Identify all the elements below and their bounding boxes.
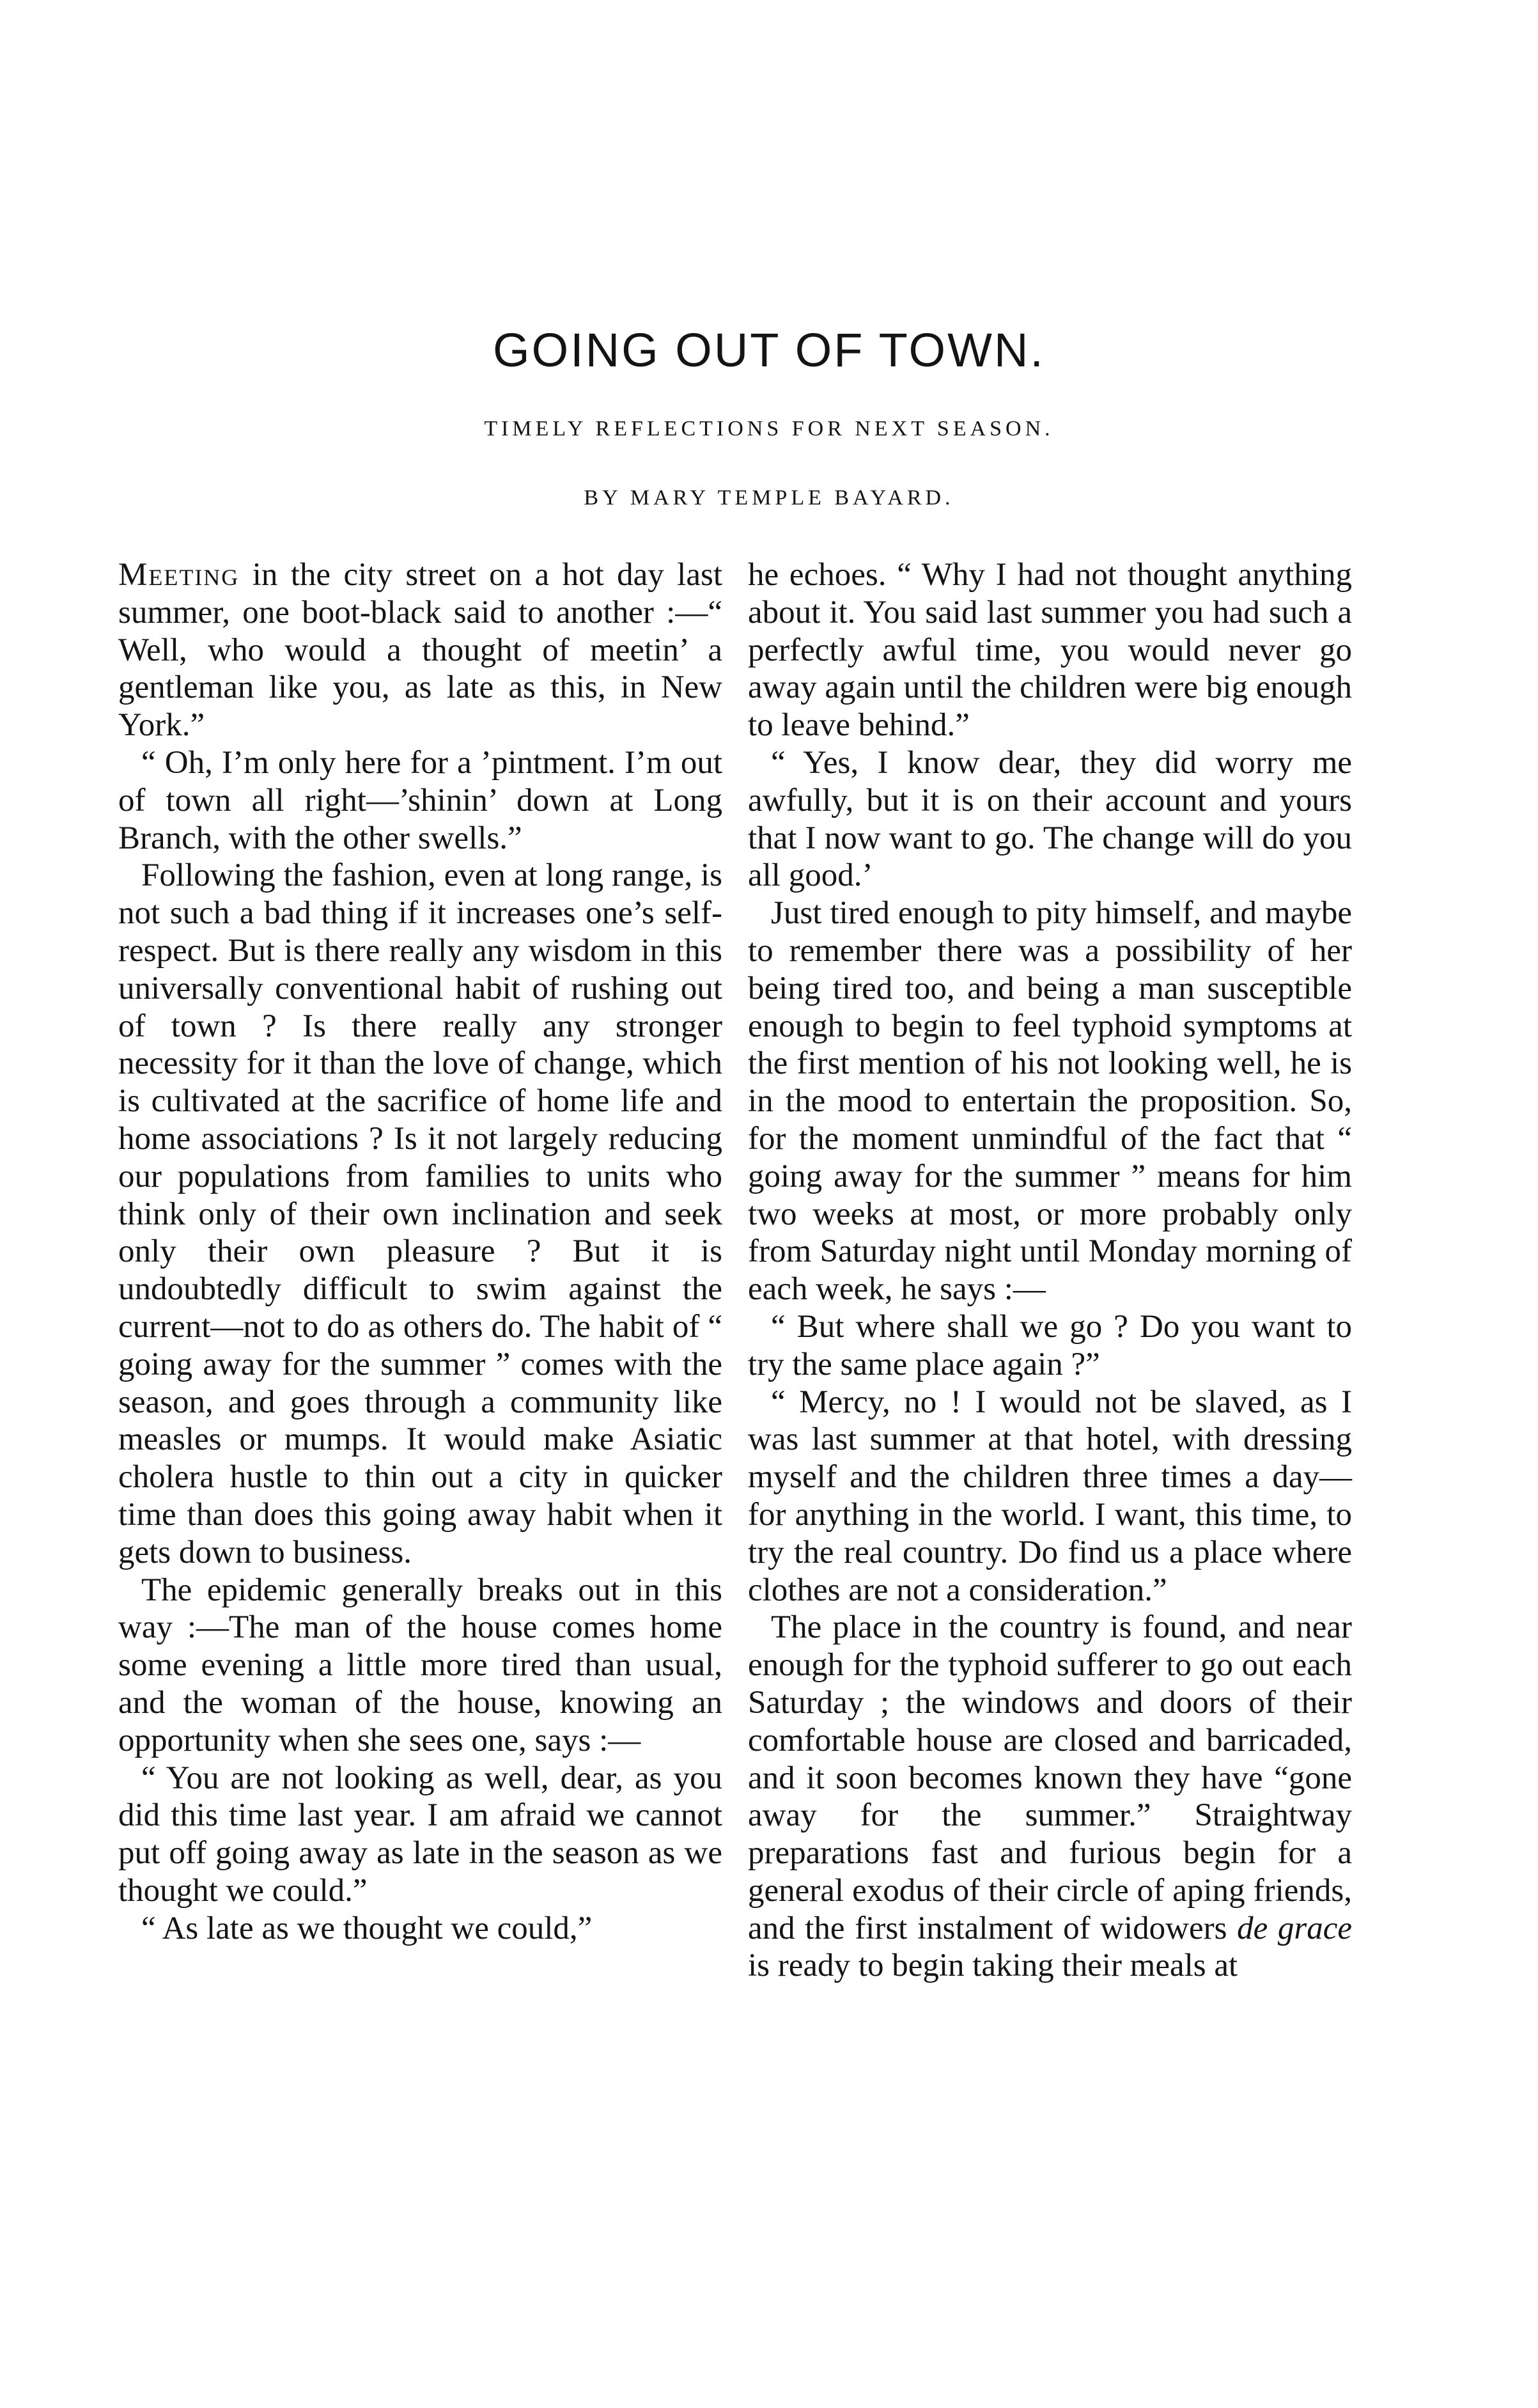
paragraph: “ Mercy, no ! I would not be slaved, as I was last summer at that hotel, with dressing myself and the children three times a day—for anything in the world. I want, this time, to try the real country. Do find us a place where clothes are not a consideration.” [748, 1384, 1352, 1608]
paragraph: “ Oh, I’m only here for a ’pintment. I’m out of town all right—’shinin’ down at Long Branch, with the other swells.” [118, 744, 722, 856]
article-subtitle: TIMELY REFLECTIONS FOR NEXT SEASON. [484, 417, 1054, 441]
paragraph: Just tired enough to pity himself, and maybe to remember there was a possibility of her being tired too, and being a man susceptible enough to begin to feel typhoid symptoms at the first mention of his not looking well, he is in the mood to entertain the proposition. So, for the moment unmindful of the fact that “ going away for the summer ” means for him two weeks at most, or more probably only from Saturday night until Monday morning of each week, he says :— [748, 895, 1352, 1308]
paragraph: “ You are not looking as well, dear, as you did this time last year. I am afraid we cannot put off going away as late in the season as we thought we could.” [118, 1760, 722, 1909]
paragraph: Following the fashion, even at long range, is not such a bad thing if it increases one’s self-respect. But is there really any wisdom in this universally conventional habit of rushing out of town ? Is there really any stronger necessity for it than the love of change, which is cultivated at the sacrifice of home life and home associations ? Is it not largely reducing our populations from families to units who think only of their own inclination and seek only their own pleasure ? But it is undoubtedly difficult to swim against the current—not to do as others do. The habit of “ going away for the summer ” comes with the season, and goes through a community like measles or mumps. It would make Asiatic cholera hustle to thin out a city in quicker time than does this going away habit when it gets down to business. [118, 857, 722, 1570]
paragraph: “ Yes, I know dear, they did worry me awfully, but it is on their account and yours that I now want to go. The change will do you all good.’ [748, 744, 1352, 894]
paragraph [748, 1609, 1352, 1985]
left-column [118, 556, 722, 1947]
article-byline: BY MARY TEMPLE BAYARD. [584, 486, 954, 510]
italic-phrase: de grace [1237, 1910, 1352, 1946]
right-column [748, 556, 1352, 1985]
article-title: GOING OUT OF TOWN. [493, 324, 1045, 377]
paragraph: he echoes. “ Why I had not thought anything about it. You said last summer you had such a perfectly awful time, you would never go away again until the children were big enough to leave behind.” [748, 557, 1352, 744]
paragraph-text: in the city street on a hot day last summer, one boot-black said to another :—“ Well, who would a thought of meetin’ a gentleman like you, as late as this, in New York.” [118, 557, 722, 744]
paragraph-text: is ready to begin taking their meals at [748, 1948, 1238, 1984]
paragraph-text: The place in the country is found, and near enough for the typhoid sufferer to go out each Saturday ; the windows and doors of their comfortable house are closed and barricaded, and it soon becomes known they have “gone away for the summer.” Straightway preparations fast and furious begin for a general exodus of their circle of aping friends, and the first instalment of widowers [748, 1609, 1352, 1946]
drop-word: Meeting [118, 557, 240, 593]
paragraph: “ But where shall we go ? Do you want to try the same place again ?” [748, 1308, 1352, 1382]
paragraph: The epidemic generally breaks out in this way :—The man of the house comes home some evening a little more tired than usual, and the woman of the house, knowing an opportunity when she sees one, says :— [118, 1572, 722, 1758]
paragraph [118, 556, 722, 744]
paragraph: “ As late as we thought we could,” [141, 1910, 593, 1946]
